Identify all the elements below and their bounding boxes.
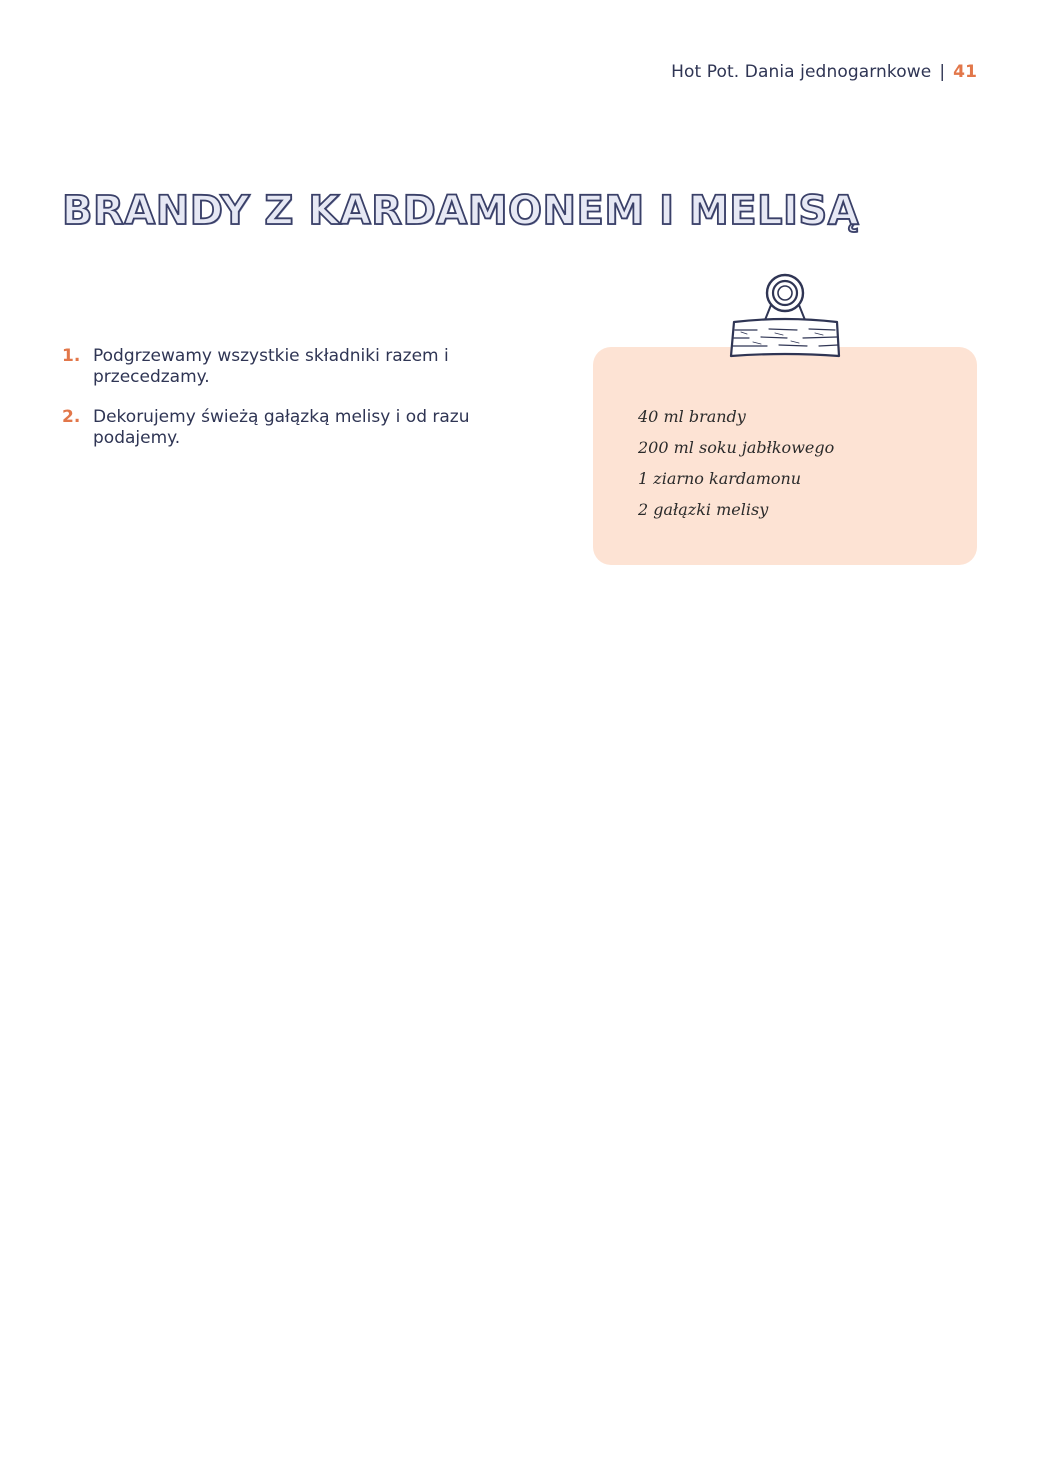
step-item	[62, 346, 492, 388]
recipe-title: BRANDY Z KARDAMONEM I MELISĄ	[62, 188, 860, 234]
step-text: Dekorujemy świeżą gałązką melisy i od razu podajemy.	[93, 407, 470, 448]
ingredient-item: 200 ml soku jabłkowego	[638, 438, 835, 457]
step-number: 1.	[62, 346, 81, 366]
running-header	[671, 62, 977, 82]
page-number: 41	[953, 62, 977, 82]
step-number: 2.	[62, 407, 81, 427]
ingredient-item: 40 ml brandy	[638, 407, 746, 426]
step-text: Podgrzewamy wszystkie składniki razem i przecedzamy.	[93, 346, 449, 387]
ingredient-item: 1 ziarno kardamonu	[638, 469, 802, 488]
bulldog-clip-icon	[727, 272, 843, 358]
book-title: Hot Pot. Dania jednogarnkowe	[671, 62, 932, 82]
header-separator: |	[939, 62, 946, 82]
preparation-steps	[62, 346, 492, 468]
ingredients-list	[638, 401, 834, 525]
step-item	[62, 407, 492, 449]
ingredient-item: 2 gałązki melisy	[638, 500, 769, 519]
